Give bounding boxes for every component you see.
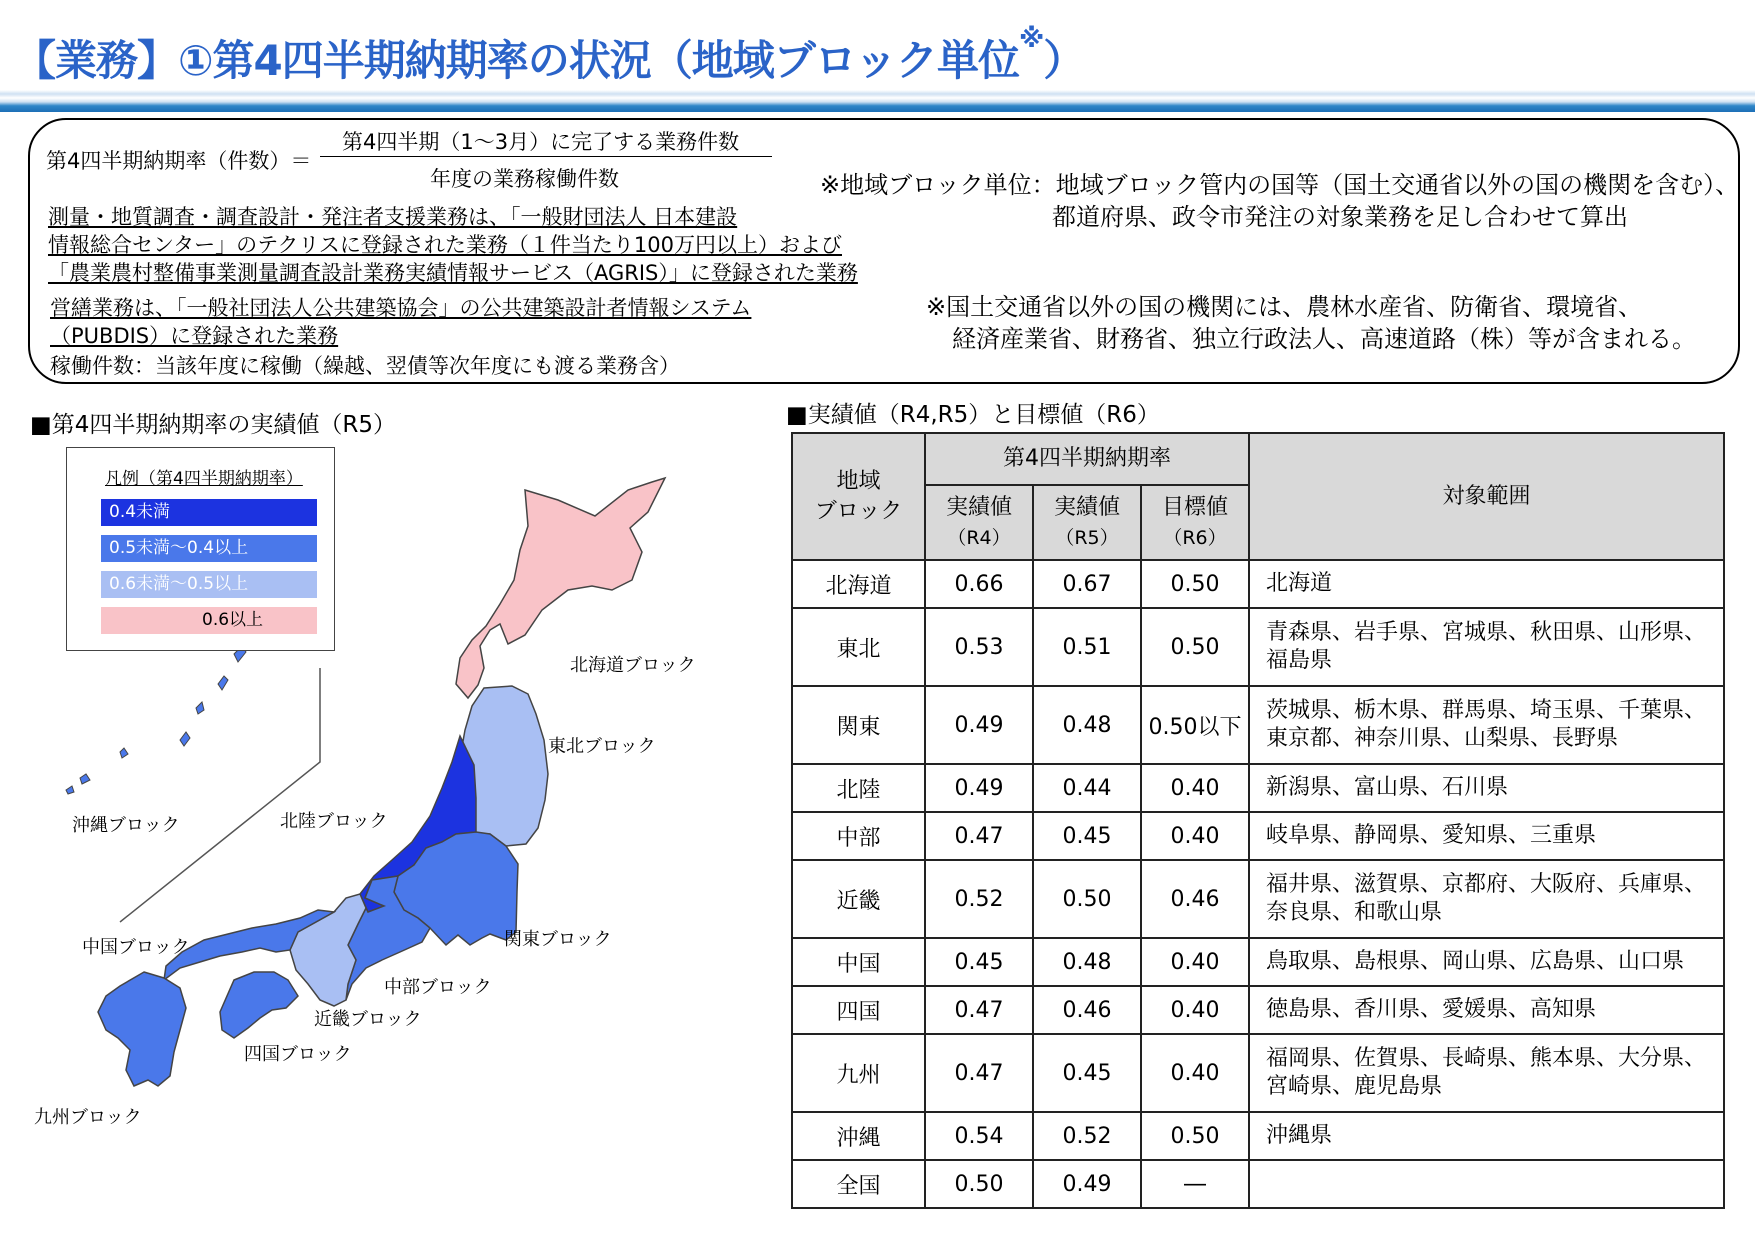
cell-scope xyxy=(1249,938,1724,986)
cell-r5: 0.50 xyxy=(1033,860,1141,938)
cell-region: 北陸 xyxy=(792,764,925,812)
cell-scope xyxy=(1249,608,1724,686)
cell-r6: 0.50 xyxy=(1141,560,1249,608)
scope-line: 新潟県、富山県、石川県 xyxy=(1266,775,1509,800)
cell-r5: 0.49 xyxy=(1033,1160,1141,1208)
cell-r5: 0.45 xyxy=(1033,1034,1141,1112)
table-heading: ■実績値（R4,R5）と目標値（R6） xyxy=(786,402,1160,428)
scope-line: 北海道 xyxy=(1266,571,1333,596)
header-group: 第4四半期納期率 xyxy=(925,433,1249,485)
scope-line: 沖縄県 xyxy=(1266,1123,1333,1148)
formula-label: 第4四半期納期率（件数）＝ xyxy=(46,149,312,173)
table-row xyxy=(792,1034,1724,1112)
label-chubu: 中部ブロック xyxy=(384,977,492,998)
cell-r4: 0.47 xyxy=(925,1034,1033,1112)
cell-r4: 0.50 xyxy=(925,1160,1033,1208)
cell-scope xyxy=(1249,686,1724,764)
cell-region: 中部 xyxy=(792,812,925,860)
table-row xyxy=(792,608,1724,686)
table-row xyxy=(792,686,1724,764)
cell-r4: 0.53 xyxy=(925,608,1033,686)
cell-scope xyxy=(1249,1112,1724,1160)
cell-scope xyxy=(1249,764,1724,812)
header-r5: 実績値 （R5） xyxy=(1033,485,1141,560)
table-row xyxy=(792,560,1724,608)
cell-r6: 0.50以下 xyxy=(1141,686,1249,764)
cell-r5: 0.46 xyxy=(1033,986,1141,1034)
map-legend xyxy=(66,447,335,651)
cell-region: 全国 xyxy=(792,1160,925,1208)
cell-r4: 0.49 xyxy=(925,764,1033,812)
map-heading: ■第4四半期納期率の実績値（R5） xyxy=(30,412,396,438)
header-region: 地域 ブロック xyxy=(792,433,925,560)
cell-scope xyxy=(1249,986,1724,1034)
cell-r4: 0.45 xyxy=(925,938,1033,986)
formula-denominator: 年度の業務稼働件数 xyxy=(430,167,619,191)
building-line-1: 営繕業務は、「一般社団法人公共建築協会」の公共建築設計者情報システム xyxy=(50,296,752,320)
cell-region: 北海道 xyxy=(792,560,925,608)
scope-line: 福島県 xyxy=(1266,648,1333,673)
cell-r4: 0.47 xyxy=(925,812,1033,860)
cell-r4: 0.52 xyxy=(925,860,1033,938)
cell-r5: 0.67 xyxy=(1033,560,1141,608)
cell-region: 沖縄 xyxy=(792,1112,925,1160)
cell-r5: 0.51 xyxy=(1033,608,1141,686)
cell-r5: 0.44 xyxy=(1033,764,1141,812)
cell-r6: ― xyxy=(1141,1160,1249,1208)
cell-region: 近畿 xyxy=(792,860,925,938)
cell-r6: 0.40 xyxy=(1141,1034,1249,1112)
cell-region: 関東 xyxy=(792,686,925,764)
cell-r5: 0.52 xyxy=(1033,1112,1141,1160)
label-okinawa: 沖縄ブロック xyxy=(72,815,180,836)
cell-r6: 0.40 xyxy=(1141,812,1249,860)
cell-r6: 0.46 xyxy=(1141,860,1249,938)
scope-line: 茨城県、栃木県、群馬県、埼玉県、千葉県、 xyxy=(1266,698,1707,723)
table-row xyxy=(792,986,1724,1034)
scope-line: 福岡県、佐賀県、長崎県、熊本県、大分県、 xyxy=(1266,1046,1707,1071)
cell-scope xyxy=(1249,1160,1724,1208)
cell-scope xyxy=(1249,560,1724,608)
scope-line: 鳥取県、島根県、岡山県、広島県、山口県 xyxy=(1266,949,1685,974)
cell-r6: 0.40 xyxy=(1141,764,1249,812)
scope-line: 奈良県、和歌山県 xyxy=(1266,900,1443,925)
table-row xyxy=(792,764,1724,812)
label-shikoku: 四国ブロック xyxy=(244,1044,352,1065)
cell-r6: 0.50 xyxy=(1141,608,1249,686)
survey-line-3: 「農業農村整備事業測量調査設計業務実績情報サービス（AGRIS）」に登録された業務 xyxy=(48,261,858,285)
region-note-1: ※地域ブロック単位：地域ブロック管内の国等（国土交通省以外の国の機関を含む）、 xyxy=(820,171,1740,199)
shikoku-region xyxy=(220,972,298,1038)
label-tohoku: 東北ブロック xyxy=(548,736,656,757)
okinawa-inset-divider xyxy=(120,668,320,922)
legend-item-05-06: 0.6未満～0.5以上 xyxy=(101,571,317,598)
cell-r4: 0.47 xyxy=(925,986,1033,1034)
cell-scope xyxy=(1249,812,1724,860)
active-count-line: 稼働件数：当該年度に稼働（繰越、翌債等次年度にも渡る業務含） xyxy=(50,354,680,378)
title-band xyxy=(0,90,1755,112)
header-r4: 実績値 （R4） xyxy=(925,485,1033,560)
building-line-2: （PUBDIS）に登録された業務 xyxy=(50,324,339,348)
label-chugoku: 中国ブロック xyxy=(82,937,190,958)
title-note-mark: ※ xyxy=(1018,24,1044,54)
label-hokuriku: 北陸ブロック xyxy=(280,811,388,832)
cell-r6: 0.50 xyxy=(1141,1112,1249,1160)
agency-note-1: ※国土交通省以外の国の機関には、農林水産省、防衛省、環境省、 xyxy=(926,293,1643,321)
cell-region: 九州 xyxy=(792,1034,925,1112)
cell-scope xyxy=(1249,860,1724,938)
legend-item-lt-04: 0.4未満 xyxy=(101,499,317,526)
scope-line: 徳島県、香川県、愛媛県、高知県 xyxy=(1266,997,1597,1022)
cell-r6: 0.40 xyxy=(1141,938,1249,986)
table-row xyxy=(792,1112,1724,1160)
scope-line: 東京都、神奈川県、山梨県、長野県 xyxy=(1266,726,1619,751)
cell-scope xyxy=(1249,1034,1724,1112)
cell-r5: 0.48 xyxy=(1033,938,1141,986)
cell-r4: 0.54 xyxy=(925,1112,1033,1160)
agency-note-2: 経済産業省、財務省、独立行政法人、高速道路（株）等が含まれる。 xyxy=(952,325,1696,353)
cell-region: 中国 xyxy=(792,938,925,986)
label-hokkaido: 北海道ブロック xyxy=(570,655,696,676)
table-row xyxy=(792,1160,1724,1208)
label-kinki: 近畿ブロック xyxy=(314,1009,422,1030)
cell-region: 東北 xyxy=(792,608,925,686)
cell-r5: 0.48 xyxy=(1033,686,1141,764)
header-scope: 対象範囲 xyxy=(1249,433,1724,560)
legend-item-ge-06: 0.6以上 xyxy=(101,607,317,634)
table-row xyxy=(792,860,1724,938)
page-title: 【業務】①第4四半期納期率の状況（地域ブロック単位※） xyxy=(14,24,1085,85)
scope-line: 岐阜県、静岡県、愛知県、三重県 xyxy=(1266,823,1597,848)
survey-line-2: 情報総合センター」のテクリスに登録された業務（１件当たり100万円以上）および xyxy=(48,233,842,257)
cell-r6: 0.40 xyxy=(1141,986,1249,1034)
legend-title: 凡例（第4四半期納期率） xyxy=(105,469,303,489)
scope-line: 青森県、岩手県、宮城県、秋田県、山形県、 xyxy=(1266,620,1707,645)
cell-r4: 0.49 xyxy=(925,686,1033,764)
region-note-2: 都道府県、政令市発注の対象業務を足し合わせて算出 xyxy=(1052,203,1628,231)
scope-line: 宮崎県、鹿児島県 xyxy=(1266,1074,1443,1099)
fraction-line xyxy=(320,156,772,157)
formula-numerator: 第4四半期（1～3月）に完了する業務件数 xyxy=(342,130,740,154)
cell-r4: 0.66 xyxy=(925,560,1033,608)
header-r6: 目標値 （R6） xyxy=(1141,485,1249,560)
cell-region: 四国 xyxy=(792,986,925,1034)
legend-item-04-05: 0.5未満～0.4以上 xyxy=(101,535,317,562)
table-row xyxy=(792,812,1724,860)
label-kanto: 関東ブロック xyxy=(504,929,612,950)
results-table xyxy=(791,432,1725,1209)
kyushu-region xyxy=(98,972,186,1086)
scope-line: 福井県、滋賀県、京都府、大阪府、兵庫県、 xyxy=(1266,872,1707,897)
table-row xyxy=(792,938,1724,986)
cell-r5: 0.45 xyxy=(1033,812,1141,860)
label-kyushu: 九州ブロック xyxy=(34,1107,142,1128)
survey-line-1: 測量・地質調査・調査設計・発注者支援業務は、「一般財団法人 日本建設 xyxy=(48,205,738,229)
